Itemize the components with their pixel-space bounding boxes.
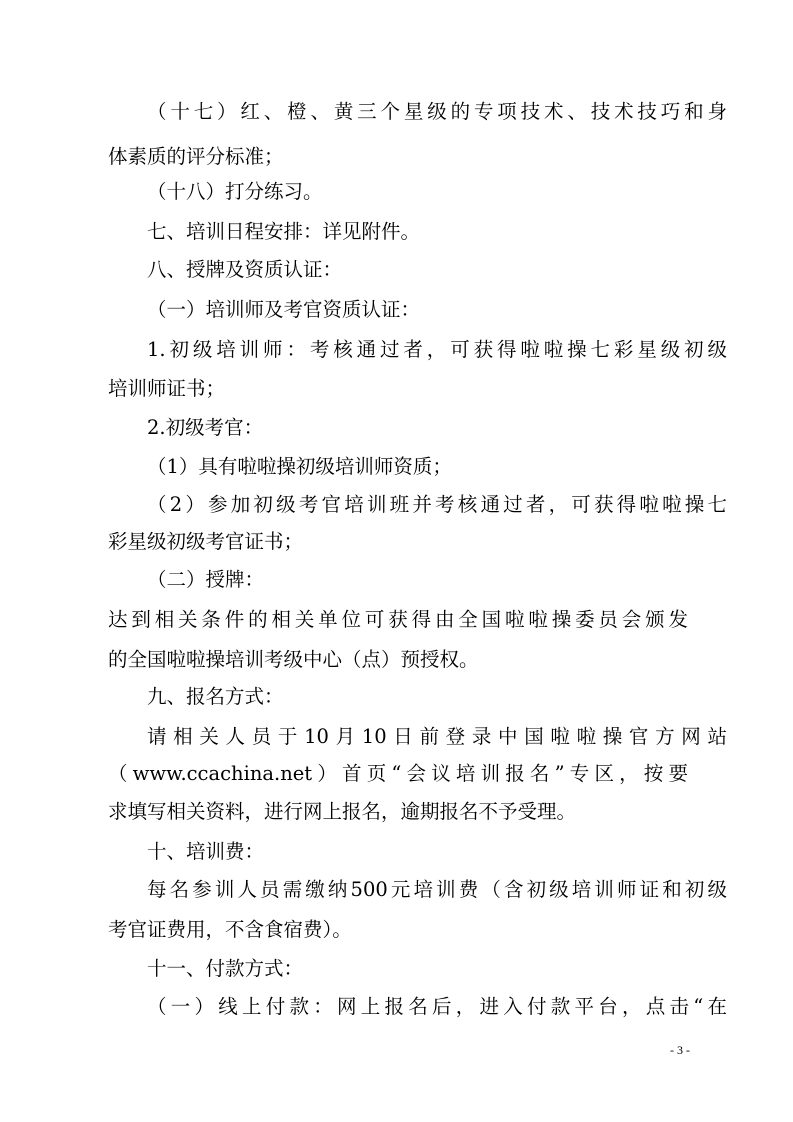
paragraph-line: （十七）红、橙、黄三个星级的专项技术、技术技巧和身 — [147, 100, 727, 123]
paragraph-line: 达到相关条件的相关单位可获得由全国啦啦操委员会颁发 — [108, 608, 688, 631]
paragraph-line: 每名参训人员需缴纳500元培训费（含初级培训师证和初级 — [147, 878, 727, 901]
paragraph-line: （一）培训师及考官资质认证： — [147, 298, 421, 321]
paragraph-line: 求填写相关资料，进行网上报名，逾期报名不予受理。 — [108, 800, 577, 823]
paragraph-line: （二）授牌： — [147, 568, 265, 591]
paragraph-line: 考官证费用，不含食宿费）。 — [108, 918, 352, 941]
paragraph-line: 2.初级考官： — [147, 416, 264, 439]
page-number: - 3 - — [670, 1043, 690, 1057]
paragraph-line: （www.ccachina.net）首页“会议培训报名”专区，按要 — [108, 762, 688, 785]
paragraph-line: 体素质的评分标准； — [108, 145, 284, 168]
paragraph-line: 的全国啦啦操培训考级中心（点）预授权。 — [108, 648, 479, 671]
paragraph-line: 十、培训费： — [147, 840, 265, 863]
paragraph-line: 请相关人员于10月10日前登录中国啦啦操官方网站 — [147, 725, 727, 748]
paragraph-line: 九、报名方式： — [147, 685, 284, 708]
paragraph-line: 十一、付款方式： — [147, 957, 304, 980]
paragraph-line: 1.初级培训师：考核通过者，可获得啦啦操七彩星级初级 — [147, 338, 727, 361]
paragraph-line: （1）具有啦啦操初级培训师资质； — [147, 455, 452, 478]
paragraph-line: （一）线上付款：网上报名后，进入付款平台，点击“在 — [147, 995, 727, 1018]
paragraph-line: （2）参加初级考官培训班并考核通过者，可获得啦啦操七 — [147, 493, 727, 516]
paragraph-line: 七、培训日程安排：详见附件。 — [147, 220, 421, 243]
paragraph-line: 八、授牌及资质认证： — [147, 258, 343, 281]
paragraph-line: 彩星级初级考官证书； — [108, 530, 304, 553]
paragraph-line: 培训师证书； — [108, 377, 226, 400]
paragraph-line: （十八）打分练习。 — [147, 180, 323, 203]
